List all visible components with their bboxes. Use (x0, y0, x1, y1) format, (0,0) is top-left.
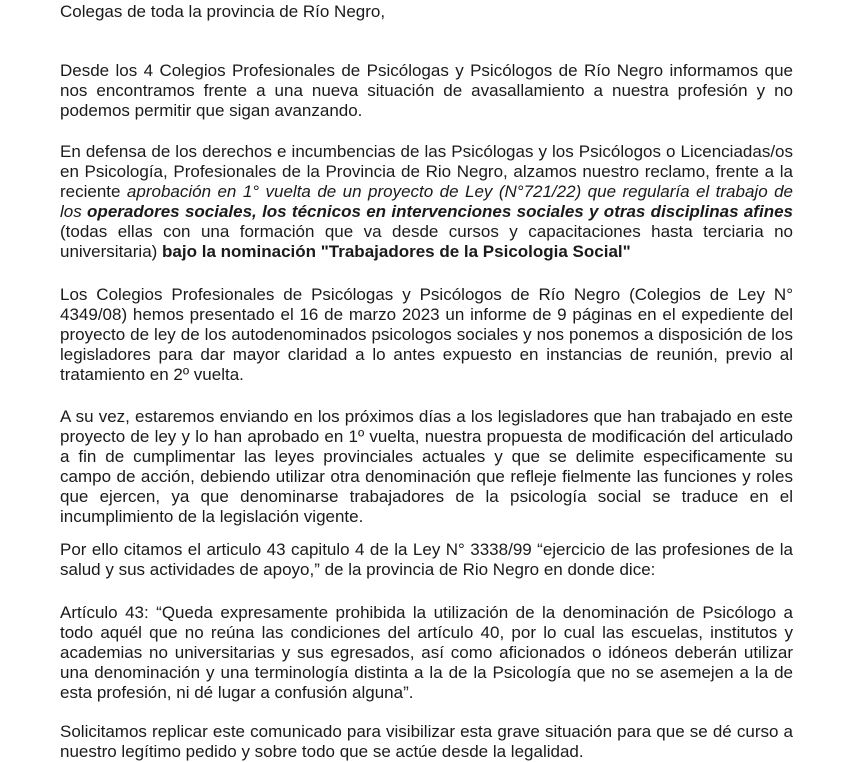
defense-text-italic: aprobación en 1° vuelta de un proyecto de Ley (N°721/22) que regularía el trabajo de los (60, 182, 793, 221)
paragraph-intro: Desde los 4 Colegios Profesionales de Psicólogas y Psicólogos de Río Negro informamos que nos encontramos frente a una nueva situación de avasallamiento a nuestra profesión y no podemos permitir que sigan avanzando. (60, 61, 793, 120)
defense-text-bold-italic: operadores sociales, los técnicos en intervenciones sociales y otras disciplinas afines (87, 202, 793, 221)
letter-greeting: Colegas de toda la provincia de Río Negro, (60, 2, 386, 21)
paragraph-request: Solicitamos replicar este comunicado para visibilizar esta grave situación para que se dé curso a nuestro legítimo pedido y sobre todo que se actúe desde la legalidad. (60, 722, 793, 761)
defense-text-plain: En defensa de los derechos e incumbencias de las Psicólogas y los Psicólogos o Licenciadas/os en Psicología, Profesionales de la Provincia de Rio Negro, alzamos nuestro reclamo, frente a la reciente (60, 142, 793, 201)
defense-text-bold: bajo la nominación "Trabajadores de la Psicologia Social" (162, 242, 631, 261)
defense-text-parenthetical: (todas ellas con una formación que va desde cursos y capacitaciones hasta terciaria no universitaria) (60, 222, 793, 261)
paragraph-defense (60, 142, 793, 262)
paragraph-proposal: A su vez, estaremos enviando en los próximos días a los legisladores que han trabajado en este proyecto de ley y lo han aprobado en 1º vuelta, nuestra propuesta de modificación del articulado a fin de cumplimentar las leyes provinciales actuales y que se delimite especificamente su campo de acción, debiendo utilizar otra denominación que refleje fielmente las funciones y roles que ejercen, ya que denominarse trabajadores de la psicología social se traduce en el incumplimiento de la legislación vigente. (60, 407, 793, 526)
paragraph-report: Los Colegios Profesionales de Psicólogas y Psicólogos de Río Negro (Colegios de Ley N° 4349/08) hemos presentado el 16 de marzo 2023 un informe de 9 páginas en el expediente del proyecto de ley de los autodenominados psicologos sociales y nos ponemos a disposición de los legisladores para dar mayor claridad a lo antes expuesto en instancias de reunión, previo al tratamiento en 2º vuelta. (60, 285, 793, 384)
paragraph-article-43: Artículo 43: “Queda expresamente prohibida la utilización de la denominación de Psicólogo a todo aquél que no reúna las condiciones del artículo 40, por lo cual las escuelas, institutos y academias no universitarias y sus egresados, así como aficionados o idóneos deberán utilizar una denominación y una terminología distinta a la de la Psicología que no se asemejen a la de esta profesión, ni dé lugar a confusión alguna”. (60, 603, 793, 702)
paragraph-law-citation: Por ello citamos el articulo 43 capitulo 4 de la Ley N° 3338/99 “ejercicio de las profesiones de la salud y sus actividades de apoyo,” de la provincia de Rio Negro en donde dice: (60, 540, 793, 579)
